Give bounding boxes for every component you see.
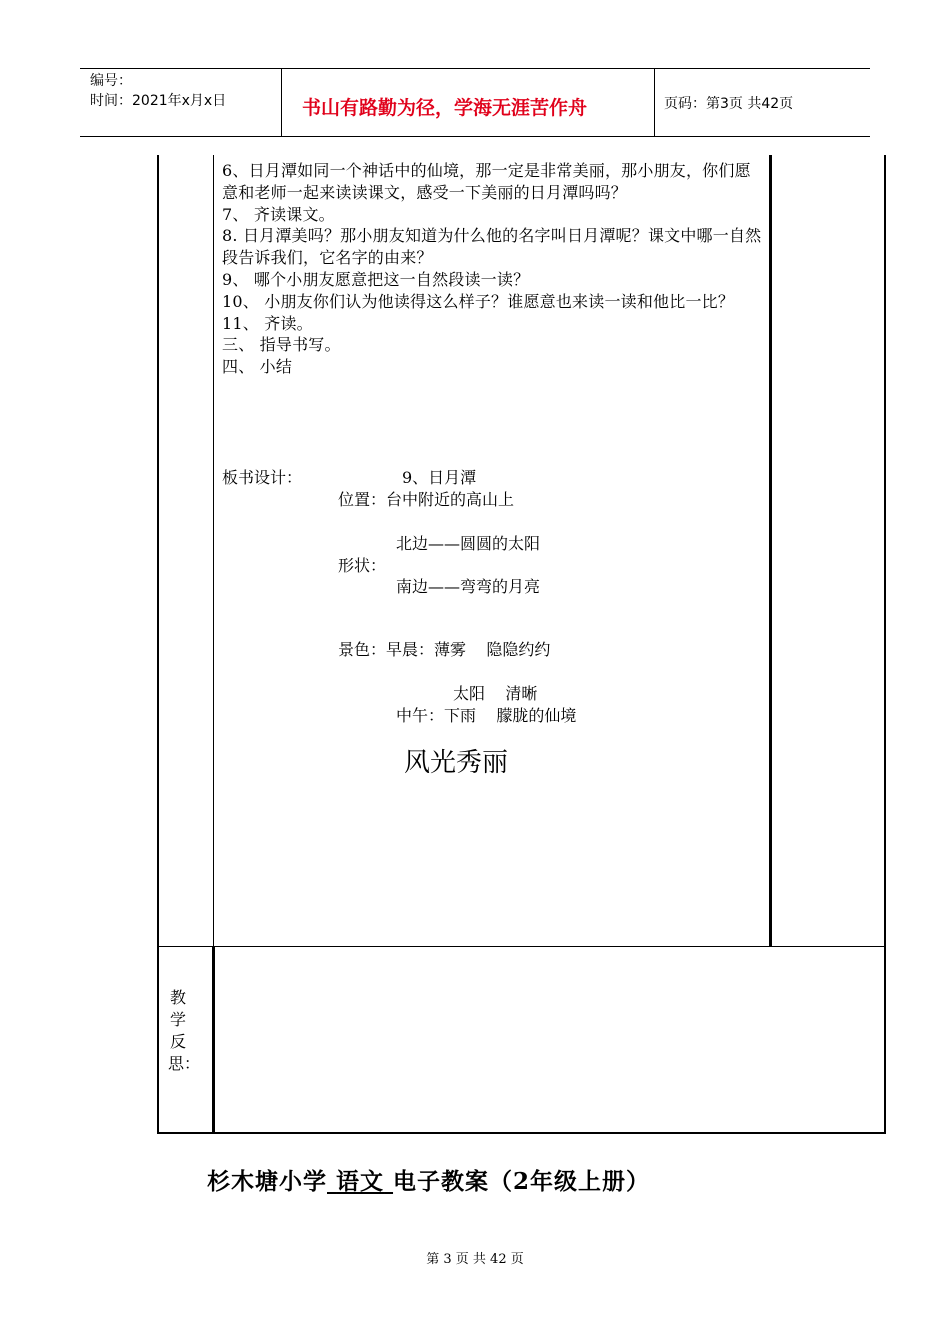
- header-number: 编号：: [90, 73, 132, 89]
- header-top-rule: [80, 68, 870, 69]
- header-bottom-rule: [80, 136, 870, 137]
- header-divider-right: [654, 68, 655, 136]
- header-divider-left: [281, 68, 282, 136]
- footer-suffix: 电子教案（2年级上册）: [393, 1168, 651, 1195]
- lesson-step-9: 9、 哪个小朋友愿意把这一自然段读一读？: [222, 269, 530, 289]
- table-bottom-border: [157, 1132, 886, 1134]
- board-noon: 中午：下雨 朦胧的仙境: [396, 706, 577, 725]
- board-shape-label: 形状：: [338, 556, 387, 575]
- table-col-divider-right: [769, 155, 772, 947]
- board-title: 9、日月潭: [402, 468, 477, 487]
- lesson-step-6: 6、日月潭如同一个神话中的仙境，那一定是非常美丽，那小朋友，你们愿意和老师一起来读读课文，感受一下美丽的日月潭吗吗？: [222, 161, 751, 202]
- table-left-border: [157, 155, 159, 1134]
- table-right-border: [884, 155, 886, 1134]
- board-label: 板书设计：: [222, 468, 303, 487]
- page-number: 第 3 页 共 42 页: [426, 1252, 524, 1267]
- board-location: 位置：台中附近的高山上: [338, 490, 515, 509]
- header-page-info: 页码：第3页 共42页: [664, 96, 794, 112]
- table-col-divider-top: [213, 155, 214, 947]
- lesson-section-4: 四、 小结: [222, 357, 293, 377]
- footer-subject: 语文: [336, 1168, 385, 1195]
- table-col-divider-bottom: [212, 947, 215, 1133]
- board-scenery-morning: 景色：早晨：薄雾 隐隐约约: [338, 640, 551, 659]
- lesson-step-7: 7、 齐读课文。: [222, 204, 335, 224]
- lesson-step-11: 11、 齐读。: [222, 313, 313, 333]
- lesson-section-3: 三、 指导书写。: [222, 335, 341, 355]
- header-time: 时间：2021年x月x日: [90, 93, 227, 109]
- footer-school: 杉木塘小学: [207, 1168, 327, 1195]
- footer-subject-underlined: [327, 1168, 393, 1195]
- lesson-step-10: 10、 小朋友你们认为他读得这么样子？谁愿意也来读一读和他比一比？: [222, 291, 735, 311]
- lesson-step-8: 8. 日月潭美吗？那小朋友知道为什么他的名字叫日月潭呢？课文中哪一自然段告诉我们，它名字的由来？: [222, 226, 762, 268]
- board-summary: 风光秀丽: [404, 748, 509, 778]
- board-south: 南边——弯弯的月亮: [396, 577, 541, 596]
- header-motto: 书山有路勤为径，学海无涯苦作舟: [302, 97, 588, 119]
- table-row-divider: [157, 946, 886, 947]
- board-sun-clear: 太阳 清晰: [453, 684, 538, 703]
- board-north: 北边——圆圆的太阳: [396, 534, 541, 553]
- lesson-steps: [222, 160, 764, 378]
- reflection-label: 教学反思：: [168, 988, 201, 1073]
- footer-title: [207, 1163, 650, 1196]
